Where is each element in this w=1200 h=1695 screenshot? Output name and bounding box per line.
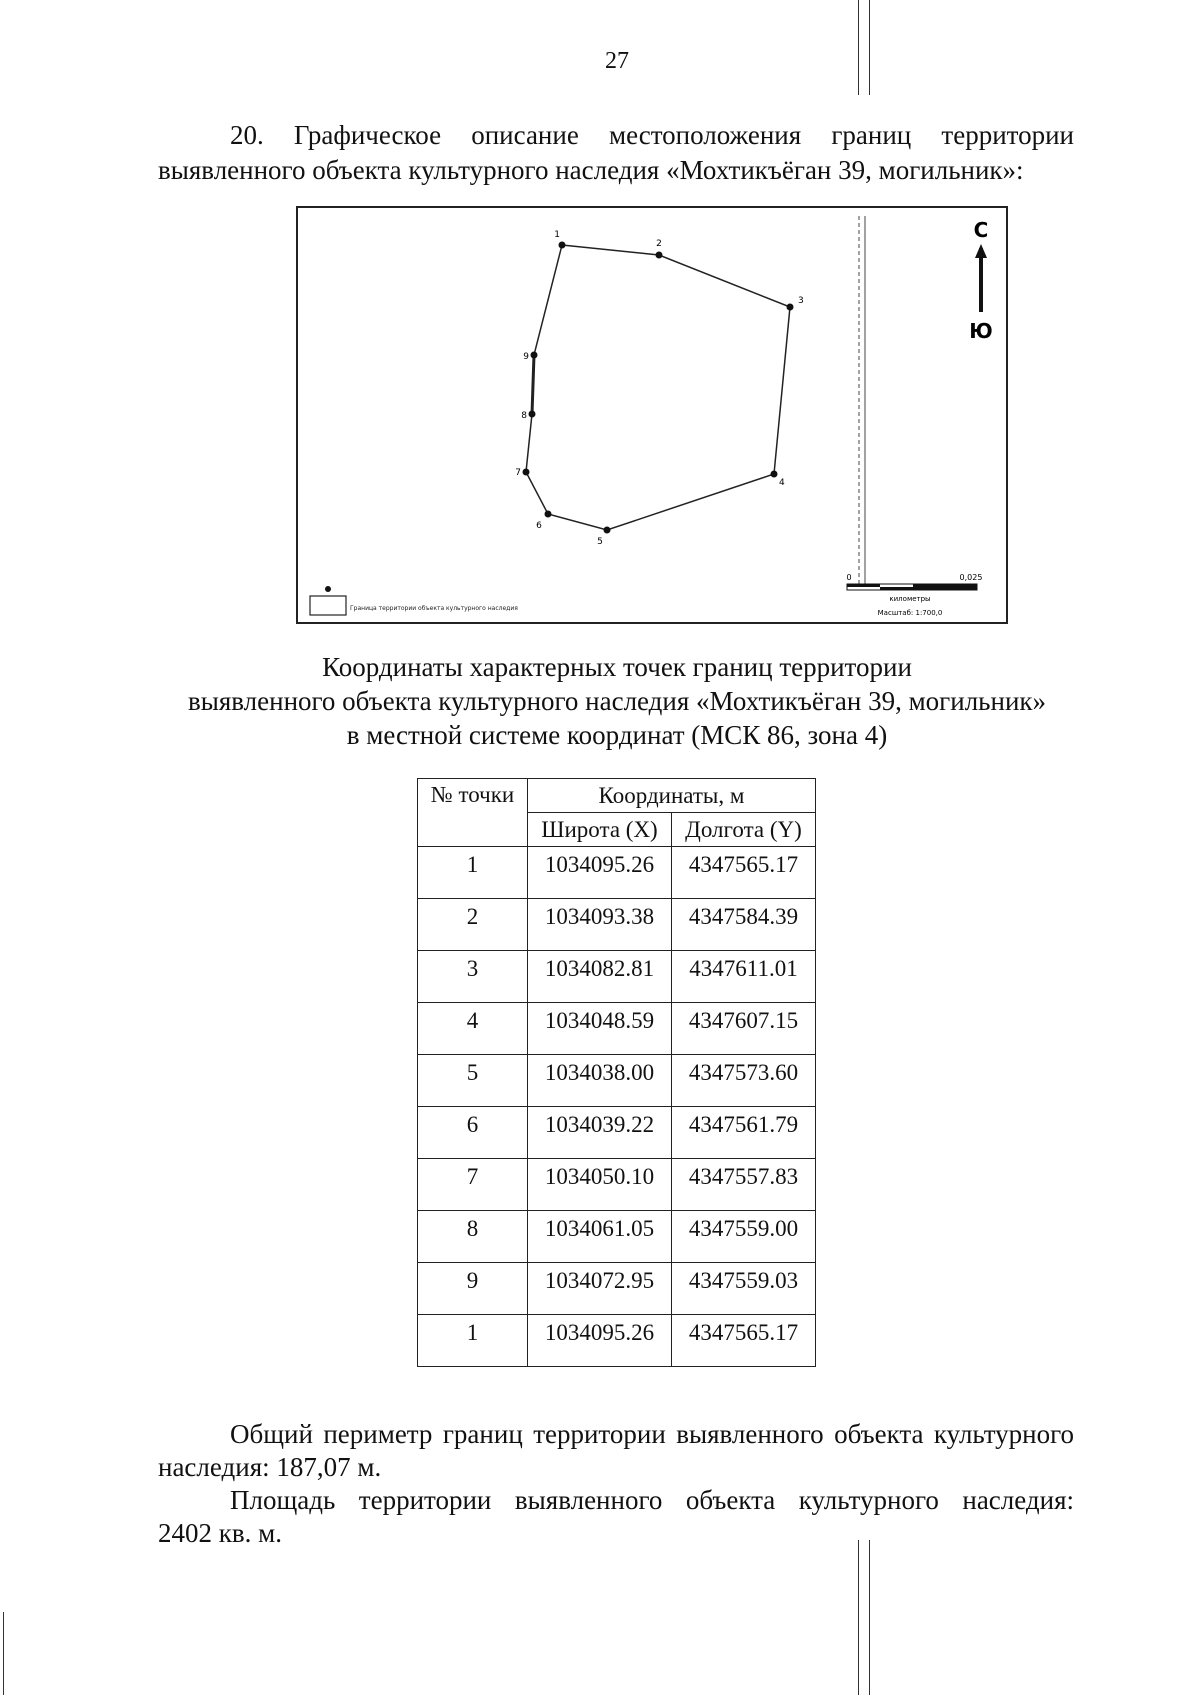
- boundary-polygon: [526, 245, 790, 530]
- table-row: [418, 1107, 816, 1159]
- cell-point: 3: [418, 951, 528, 1003]
- north-arrow-icon: [975, 244, 987, 312]
- cell-longitude-y: 4347611.01: [672, 951, 816, 1003]
- cell-longitude-y: 4347573.60: [672, 1055, 816, 1107]
- cell-point: 4: [418, 1003, 528, 1055]
- scan-artifact-left-edge: [3, 1612, 4, 1695]
- cell-latitude-x: 1034095.26: [528, 1315, 672, 1367]
- coordinates-title-line2: выявленного объекта культурного наследия «Мохтикъёган 39, могильник»: [187, 686, 1047, 716]
- table-row: [418, 1159, 816, 1211]
- table-row: [418, 1211, 816, 1263]
- cell-longitude-y: 4347559.03: [672, 1263, 816, 1315]
- scan-artifact-right-edge: [858, 0, 859, 95]
- coordinates-table: [417, 778, 816, 1367]
- header-point-number: № точки: [418, 779, 528, 847]
- scan-artifact-right-edge-2: [869, 0, 870, 95]
- boundary-vertex-label: 2: [656, 239, 662, 249]
- cell-latitude-x: 1034095.26: [528, 847, 672, 899]
- cell-point: 1: [418, 1315, 528, 1367]
- boundary-vertex-4: [771, 471, 778, 478]
- area-paragraph: [158, 1484, 1074, 1550]
- scale-bar: [847, 584, 977, 590]
- coordinates-table-body: [418, 847, 816, 1367]
- area-text-line1: Площадь территории выявленного объекта культурного наследия:: [230, 1485, 1074, 1515]
- cell-longitude-y: 4347565.17: [672, 1315, 816, 1367]
- table-row: [418, 847, 816, 899]
- coordinates-title-line1: Координаты характерных точек границ территории: [322, 652, 912, 682]
- table-row: [418, 1315, 816, 1367]
- boundary-vertex-8: [529, 411, 536, 418]
- cell-latitude-x: 1034061.05: [528, 1211, 672, 1263]
- cell-latitude-x: 1034050.10: [528, 1159, 672, 1211]
- boundary-vertex-label: 3: [798, 296, 804, 306]
- scan-artifact-bottom-right-2: [869, 1540, 870, 1695]
- boundary-vertex-label: 1: [554, 230, 560, 240]
- section-heading: [158, 118, 1074, 188]
- cell-longitude-y: 4347607.15: [672, 1003, 816, 1055]
- cell-longitude-y: 4347557.83: [672, 1159, 816, 1211]
- scale-bar-unit: километры: [889, 595, 931, 603]
- cell-point: 5: [418, 1055, 528, 1107]
- boundary-vertices: [515, 230, 803, 547]
- table-row: [418, 1055, 816, 1107]
- boundary-vertex-7: [523, 469, 530, 476]
- boundary-vertex-1: [559, 242, 566, 249]
- cell-latitude-x: 1034093.38: [528, 899, 672, 951]
- cell-point: 6: [418, 1107, 528, 1159]
- cell-longitude-y: 4347561.79: [672, 1107, 816, 1159]
- cell-longitude-y: 4347584.39: [672, 899, 816, 951]
- table-row: [418, 1263, 816, 1315]
- legend-point-icon: [325, 586, 331, 592]
- area-text-line2: 2402 кв. м.: [158, 1518, 282, 1548]
- boundary-vertex-label: 8: [521, 411, 527, 421]
- section-heading-text: 20. Графическое описание местоположения границ территории выявленного объекта культурного наследия «Мохтикъёган 39, могильник»:: [158, 120, 1074, 185]
- cell-longitude-y: 4347565.17: [672, 847, 816, 899]
- boundary-vertex-3: [787, 304, 794, 311]
- coordinates-title: [100, 650, 1134, 752]
- page-number: 27: [605, 48, 629, 74]
- boundary-vertex-9: [531, 352, 538, 359]
- boundary-vertex-label: 6: [536, 521, 542, 531]
- scale-text: Масштаб: 1:700,0: [877, 609, 943, 617]
- boundary-vertex-6: [545, 511, 552, 518]
- coordinates-title-line3: в местной системе координат (МСК 86, зона 4): [346, 720, 888, 750]
- cell-point: 8: [418, 1211, 528, 1263]
- boundary-vertex-label: 9: [523, 352, 529, 362]
- perimeter-paragraph: [158, 1418, 1074, 1484]
- boundary-map: [296, 206, 1008, 624]
- cell-latitude-x: 1034039.22: [528, 1107, 672, 1159]
- cell-point: 1: [418, 847, 528, 899]
- north-label: С: [973, 218, 989, 242]
- boundary-vertex-5: [604, 527, 611, 534]
- scale-bar-end: 0,025: [959, 573, 983, 582]
- scale-bar-start: 0: [846, 573, 852, 582]
- boundary-vertex-label: 7: [515, 468, 521, 478]
- header-longitude-y: Долгота (Y): [672, 813, 816, 847]
- legend-label: Граница территории объекта культурного наследия: [350, 605, 518, 612]
- scan-artifact-bottom-right: [858, 1540, 859, 1695]
- perimeter-text: Общий периметр границ территории выявленного объекта культурного наследия: 187,07 м.: [158, 1419, 1074, 1482]
- header-latitude-x: Широта (X): [528, 813, 672, 847]
- cell-point: 2: [418, 899, 528, 951]
- legend-swatch: [310, 596, 346, 615]
- cell-longitude-y: 4347559.00: [672, 1211, 816, 1263]
- cell-latitude-x: 1034072.95: [528, 1263, 672, 1315]
- boundary-vertex-2: [656, 252, 663, 259]
- boundary-segment-7-9: [532, 355, 534, 414]
- boundary-vertex-label: 5: [597, 537, 603, 547]
- boundary-map-canvas: [298, 208, 1006, 622]
- table-row: [418, 951, 816, 1003]
- header-coordinates: Координаты, м: [528, 779, 816, 813]
- cell-point: 7: [418, 1159, 528, 1211]
- cell-latitude-x: 1034048.59: [528, 1003, 672, 1055]
- cell-latitude-x: 1034038.00: [528, 1055, 672, 1107]
- cell-latitude-x: 1034082.81: [528, 951, 672, 1003]
- south-label: Ю: [969, 319, 993, 343]
- table-row: [418, 899, 816, 951]
- table-row: [418, 1003, 816, 1055]
- cell-point: 9: [418, 1263, 528, 1315]
- boundary-vertex-label: 4: [779, 478, 785, 488]
